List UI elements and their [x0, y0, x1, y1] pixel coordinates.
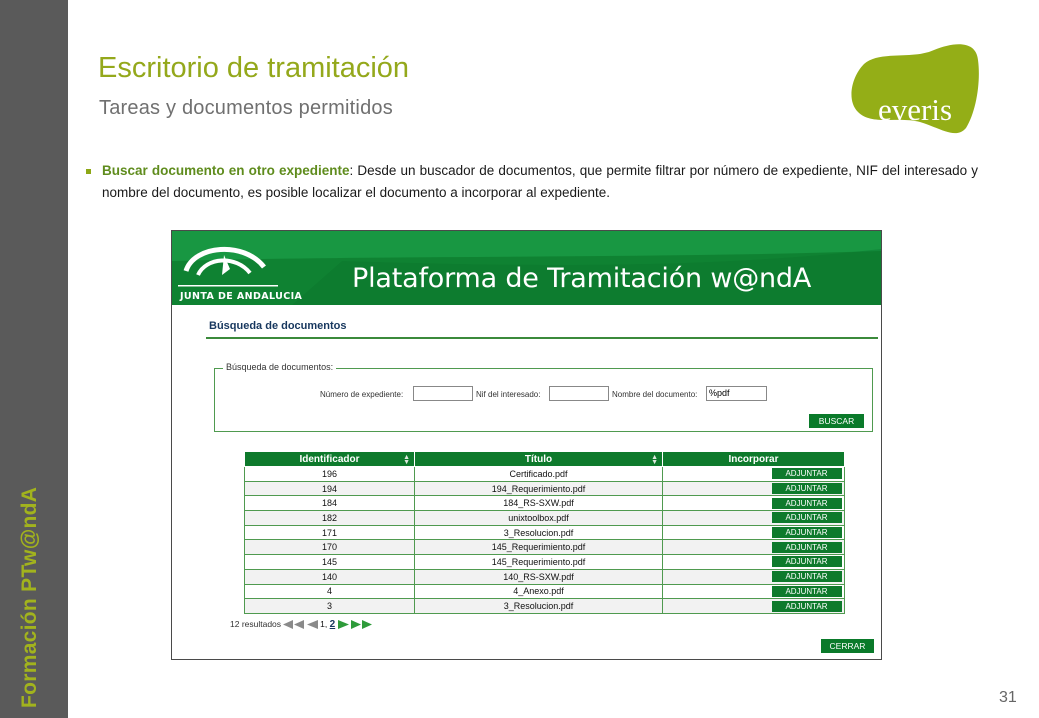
app-title: Plataforma de Tramitación w@ndA: [352, 263, 812, 294]
cell-titulo: 184_RS-SXW.pdf: [415, 496, 663, 511]
cell-identificador: 170: [245, 540, 415, 555]
cell-identificador: 4: [245, 584, 415, 599]
prev-page-icon[interactable]: [307, 620, 318, 629]
cell-titulo: 145_Requerimiento.pdf: [415, 540, 663, 555]
table-row: [245, 467, 845, 482]
first-page-icon[interactable]: [283, 620, 304, 629]
cell-titulo: 194_Requerimiento.pdf: [415, 481, 663, 496]
cell-identificador: 145: [245, 555, 415, 570]
adjuntar-button[interactable]: ADJUNTAR: [772, 571, 842, 582]
app-screenshot: [171, 230, 882, 660]
table-row: [245, 555, 845, 570]
sort-icon[interactable]: ▲ ▼: [403, 454, 410, 466]
header-incorporar: [663, 452, 845, 467]
adjuntar-button[interactable]: ADJUNTAR: [772, 483, 842, 494]
cell-identificador: 194: [245, 481, 415, 496]
header-identificador-label: Identificador: [299, 453, 360, 465]
cell-incorporar: [663, 540, 845, 555]
search-legend: Búsqueda de documentos:: [223, 362, 336, 372]
adjuntar-button[interactable]: ADJUNTAR: [772, 601, 842, 612]
table-row: [245, 496, 845, 511]
table-row: [245, 569, 845, 584]
slide-subtitle: Tareas y documentos permitidos: [99, 97, 393, 119]
bullet-bold-text: Buscar documento en otro expediente: [102, 163, 350, 178]
cell-incorporar: [663, 555, 845, 570]
header-incorporar-label: Incorporar: [728, 453, 779, 465]
adjuntar-button[interactable]: ADJUNTAR: [772, 512, 842, 523]
nombre-input[interactable]: %pdf: [706, 386, 767, 401]
side-course-label: Formación PTw@ndA: [18, 486, 41, 708]
cell-titulo: 3_Resolucion.pdf: [415, 525, 663, 540]
cell-incorporar: [663, 584, 845, 599]
cell-incorporar: [663, 467, 845, 482]
nif-input[interactable]: [549, 386, 609, 401]
cell-incorporar: [663, 525, 845, 540]
section-title: Búsqueda de documentos: [209, 320, 347, 332]
expediente-label: Número de expediente:: [320, 390, 404, 399]
cell-incorporar: [663, 481, 845, 496]
results-header-row: [245, 452, 845, 467]
app-header: [172, 231, 881, 305]
everis-logo: [850, 42, 982, 136]
header-identificador[interactable]: [245, 452, 415, 467]
cell-titulo: 3_Resolucion.pdf: [415, 599, 663, 614]
expediente-input[interactable]: [413, 386, 473, 401]
last-page-icon[interactable]: [351, 620, 372, 629]
cell-titulo: 4_Anexo.pdf: [415, 584, 663, 599]
org-label: JUNTA DE ANDALUCIA: [180, 291, 303, 302]
cell-incorporar: [663, 599, 845, 614]
bullet-marker-icon: [86, 169, 91, 174]
cell-identificador: 184: [245, 496, 415, 511]
table-row: [245, 525, 845, 540]
bullet-body-text: : Desde un buscador de documentos, que permite filtrar por número de expediente, NIF del interesado y nombre del documento, es posible localizar el documento a incorporar al expediente.: [102, 163, 978, 200]
section-divider: [206, 337, 878, 339]
pager: [230, 619, 372, 630]
slide-title: Escritorio de tramitación: [98, 52, 410, 84]
cell-incorporar: [663, 511, 845, 526]
table-row: [245, 540, 845, 555]
table-row: [245, 599, 845, 614]
adjuntar-button[interactable]: ADJUNTAR: [772, 556, 842, 567]
cell-titulo: 140_RS-SXW.pdf: [415, 569, 663, 584]
results-table: [244, 451, 845, 614]
cell-titulo: Certificado.pdf: [415, 467, 663, 482]
cell-identificador: 3: [245, 599, 415, 614]
cell-identificador: 196: [245, 467, 415, 482]
adjuntar-button[interactable]: ADJUNTAR: [772, 527, 842, 538]
table-row: [245, 511, 845, 526]
cell-incorporar: [663, 569, 845, 584]
adjuntar-button[interactable]: ADJUNTAR: [772, 542, 842, 553]
adjuntar-button[interactable]: ADJUNTAR: [772, 468, 842, 479]
current-page: 1,: [320, 619, 328, 629]
buscar-button[interactable]: BUSCAR: [809, 414, 864, 428]
everis-logo-text: everis: [878, 92, 953, 127]
page-number: 31: [999, 689, 1017, 706]
search-fieldset: [214, 362, 873, 432]
cell-titulo: 145_Requerimiento.pdf: [415, 555, 663, 570]
table-row: [245, 584, 845, 599]
header-titulo[interactable]: [415, 452, 663, 467]
bullet-paragraph: [102, 160, 978, 204]
cell-identificador: 140: [245, 569, 415, 584]
adjuntar-button[interactable]: ADJUNTAR: [772, 586, 842, 597]
cell-identificador: 182: [245, 511, 415, 526]
results-body: [245, 467, 845, 614]
cell-identificador: 171: [245, 525, 415, 540]
next-page-icon[interactable]: [338, 620, 349, 629]
cell-incorporar: [663, 496, 845, 511]
nombre-label: Nombre del documento:: [612, 390, 698, 399]
nif-label: Nif del interesado:: [476, 390, 541, 399]
page-2-link[interactable]: 2: [329, 619, 336, 630]
cerrar-button[interactable]: CERRAR: [821, 639, 874, 653]
sort-icon[interactable]: ▲ ▼: [651, 454, 658, 466]
adjuntar-button[interactable]: ADJUNTAR: [772, 498, 842, 509]
table-row: [245, 481, 845, 496]
results-count: 12 resultados: [230, 619, 282, 629]
header-titulo-label: Título: [524, 453, 553, 465]
cell-titulo: unixtoolbox.pdf: [415, 511, 663, 526]
